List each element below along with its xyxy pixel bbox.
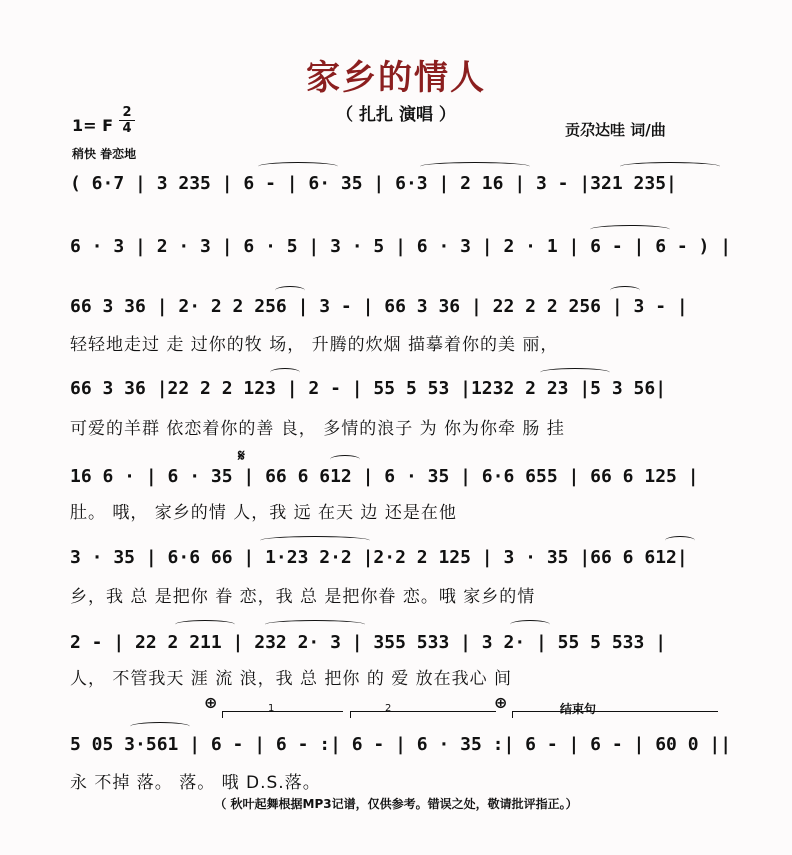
author-credit: 贡尕达哇 词/曲: [565, 121, 666, 139]
tie-mark: [330, 455, 360, 464]
tie-mark: [260, 536, 370, 545]
meter-top: 2: [122, 105, 132, 120]
tie-mark: [665, 536, 695, 545]
score-row-8: 5 05 3·561 | 6 - | 6 - :| 6 - | 6 · 35 :| 6 - | 6 - | 60 0 ||: [70, 734, 732, 755]
score-row-1: ( 6·7 | 3 235 | 6 - | 6· 35 | 6·3 | 2 16 | 3 - |321 235|: [70, 173, 677, 194]
score-row-2: 6 · 3 | 2 · 3 | 6 · 5 | 3 · 5 | 6 · 3 | 2 · 1 | 6 - | 6 - ) |: [70, 236, 732, 257]
score-row-4: 66 3 36 |22 2 2 123 | 2 - | 55 5 53 |1232 2 23 |5 3 56|: [70, 378, 667, 399]
ending-bracket: [512, 711, 718, 718]
lyric-row-5: 肚。 哦， 家乡的情 人，我 远 在天 边 还是在他: [70, 503, 457, 523]
tie-mark: [265, 620, 365, 629]
coda-sign: ⊕: [204, 693, 218, 712]
coda-sign: ⊕: [494, 693, 508, 712]
lyric-row-6: 乡，我 总 是把你 眷 恋，我 总 是把你眷 恋。哦 家乡的情: [70, 587, 536, 607]
volta-label-2: 2: [385, 703, 392, 714]
score-row-3: 66 3 36 | 2· 2 2 256 | 3 - | 66 3 36 | 22 2 2 256 | 3 - |: [70, 296, 688, 317]
tie-mark: [258, 162, 338, 171]
tie-mark: [510, 620, 550, 629]
ending-label: 结束句: [560, 702, 597, 716]
tie-mark: [275, 286, 305, 295]
key-signature: 1= F: [72, 116, 114, 135]
tie-mark: [620, 162, 720, 171]
volta-bracket-1: [222, 711, 343, 718]
tie-mark: [175, 620, 235, 629]
tempo-marking: 稍快 眷恋地: [72, 147, 137, 161]
time-signature: [119, 106, 135, 135]
tie-mark: [270, 368, 300, 377]
singer-credit: （ 扎扎 演唱 ）: [336, 105, 456, 125]
score-row-6: 3 · 35 | 6·6 66 | 1·23 2·2 |2·2 2 125 | 3 · 35 |66 6 612|: [70, 547, 688, 568]
score-row-7: 2 - | 22 2 211 | 232 2· 3 | 355 533 | 3 2· | 55 5 533 |: [70, 632, 667, 653]
transcription-note: （ 秋叶起舞根据MP3记谱，仅供参考。错误之处，敬请批评指正。）: [214, 797, 578, 811]
tie-mark: [590, 225, 670, 234]
lyric-row-3: 轻轻地走过 走 过你的牧 场， 升腾的炊烟 描摹着你的美 丽，: [70, 335, 559, 355]
meter-bottom: 4: [122, 121, 132, 136]
score-row-5: 16 6 · | 6 · 35 | 66 6 612 | 6 · 35 | 6·6 655 | 66 6 125 |: [70, 466, 699, 487]
tie-mark: [610, 286, 640, 295]
tie-mark: [130, 722, 190, 731]
segno-sign: 𝄋: [238, 446, 245, 465]
volta-label-1: 1: [268, 703, 275, 714]
lyric-row-4: 可爱的羊群 依恋着你的善 良， 多情的浪子 为 你为你牵 肠 挂: [70, 419, 565, 439]
tie-mark: [420, 162, 530, 171]
song-title: 家乡的情人: [306, 58, 486, 98]
lyric-row-7: 人， 不管我天 涯 流 浪，我 总 把你 的 爱 放在我心 间: [70, 669, 513, 689]
lyric-row-8: 永 不掉 落。 落。 哦 D.S.落。: [70, 773, 321, 793]
tie-mark: [540, 368, 610, 377]
volta-bracket-2: [350, 711, 496, 718]
